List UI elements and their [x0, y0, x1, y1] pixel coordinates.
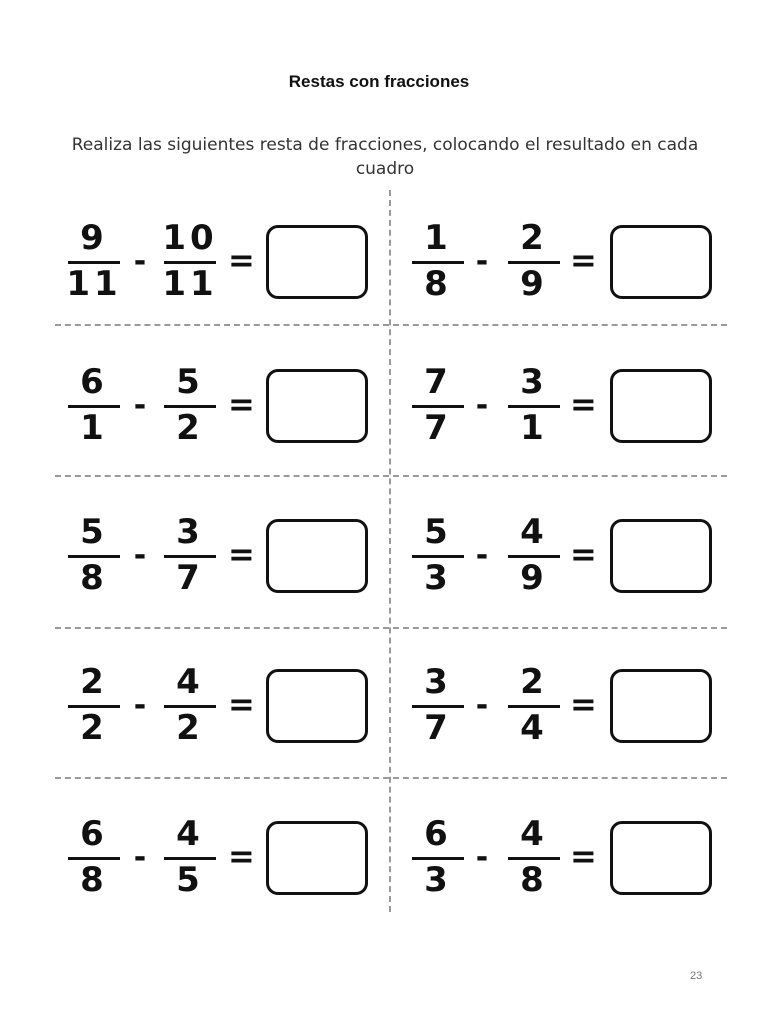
- answer-box[interactable]: [610, 821, 712, 895]
- fraction-numerator: 9: [80, 218, 108, 258]
- fraction-numerator: 3: [520, 362, 548, 402]
- equals-sign: =: [570, 837, 597, 875]
- fraction-numerator: 7: [424, 362, 452, 402]
- fraction-minuend: [410, 363, 466, 453]
- horizontal-dashed-divider: [55, 627, 727, 629]
- fraction-minuend: [66, 663, 122, 753]
- fraction-denominator: 5: [176, 860, 204, 900]
- minus-sign: -: [475, 244, 489, 279]
- fraction-subtrahend: [506, 363, 562, 453]
- fraction-numerator: 10: [162, 218, 218, 258]
- fraction-denominator: 8: [520, 860, 548, 900]
- answer-box[interactable]: [610, 225, 712, 299]
- answer-box[interactable]: [266, 519, 368, 593]
- fraction-denominator: 4: [520, 708, 548, 748]
- answer-box[interactable]: [610, 369, 712, 443]
- equals-sign: =: [228, 385, 255, 423]
- equals-sign: =: [570, 385, 597, 423]
- fraction-numerator: 3: [424, 662, 452, 702]
- fraction-denominator: 7: [424, 708, 452, 748]
- fraction-denominator: 8: [424, 264, 452, 304]
- fraction-numerator: 6: [80, 362, 108, 402]
- subtraction-problem: [410, 363, 730, 473]
- fraction-numerator: 4: [520, 814, 548, 854]
- subtraction-problem: [66, 815, 386, 925]
- minus-sign: -: [475, 538, 489, 573]
- fraction-numerator: 4: [520, 512, 548, 552]
- fraction-subtrahend: [506, 219, 562, 309]
- fraction-minuend: [410, 815, 466, 905]
- fraction-numerator: 4: [176, 814, 204, 854]
- minus-sign: -: [133, 244, 147, 279]
- subtraction-problem: [66, 363, 386, 473]
- fraction-denominator: 8: [80, 860, 108, 900]
- minus-sign: -: [133, 688, 147, 723]
- equals-sign: =: [570, 685, 597, 723]
- fraction-denominator: 9: [520, 264, 548, 304]
- fraction-numerator: 2: [520, 662, 548, 702]
- fraction-numerator: 1: [424, 218, 452, 258]
- fraction-minuend: [410, 513, 466, 603]
- vertical-dashed-divider: [389, 190, 391, 912]
- answer-box[interactable]: [266, 225, 368, 299]
- fraction-subtrahend: [162, 219, 218, 309]
- fraction-numerator: 5: [80, 512, 108, 552]
- subtraction-problem: [410, 219, 730, 329]
- minus-sign: -: [475, 388, 489, 423]
- fraction-numerator: 4: [176, 662, 204, 702]
- fraction-denominator: 3: [424, 860, 452, 900]
- fraction-numerator: 2: [520, 218, 548, 258]
- answer-box[interactable]: [266, 369, 368, 443]
- answer-box[interactable]: [610, 519, 712, 593]
- fraction-subtrahend: [506, 663, 562, 753]
- fraction-minuend: [410, 219, 466, 309]
- horizontal-dashed-divider: [55, 475, 727, 477]
- fraction-denominator: 3: [424, 558, 452, 598]
- fraction-denominator: 1: [80, 408, 108, 448]
- fraction-minuend: [66, 363, 122, 453]
- fraction-numerator: 5: [424, 512, 452, 552]
- fraction-numerator: 6: [80, 814, 108, 854]
- minus-sign: -: [133, 538, 147, 573]
- subtraction-problem: [410, 663, 730, 773]
- instructions-text: Realiza las siguientes resta de fracciones, colocando el resultado en cada cuadro: [71, 135, 699, 179]
- subtraction-problem: [66, 663, 386, 773]
- page-title: Restas con fracciones: [288, 72, 470, 91]
- page-number: 23: [690, 970, 703, 982]
- equals-sign: =: [228, 535, 255, 573]
- minus-sign: -: [133, 388, 147, 423]
- equals-sign: =: [228, 241, 255, 279]
- fraction-subtrahend: [162, 815, 218, 905]
- minus-sign: -: [475, 840, 489, 875]
- equals-sign: =: [570, 535, 597, 573]
- fraction-subtrahend: [506, 513, 562, 603]
- subtraction-problem: [66, 219, 386, 329]
- subtraction-problem: [410, 815, 730, 925]
- fraction-numerator: 3: [176, 512, 204, 552]
- fraction-denominator: 7: [424, 408, 452, 448]
- fraction-minuend: [410, 663, 466, 753]
- equals-sign: =: [228, 837, 255, 875]
- fraction-numerator: 5: [176, 362, 204, 402]
- fraction-denominator: 7: [176, 558, 204, 598]
- fraction-subtrahend: [162, 513, 218, 603]
- fraction-denominator: 11: [66, 264, 122, 304]
- minus-sign: -: [133, 840, 147, 875]
- fraction-denominator: 2: [176, 708, 204, 748]
- equals-sign: =: [228, 685, 255, 723]
- fraction-denominator: 8: [80, 558, 108, 598]
- fraction-denominator: 9: [520, 558, 548, 598]
- fraction-numerator: 6: [424, 814, 452, 854]
- fraction-denominator: 2: [80, 708, 108, 748]
- fraction-minuend: [66, 815, 122, 905]
- answer-box[interactable]: [610, 669, 712, 743]
- fraction-minuend: [66, 513, 122, 603]
- horizontal-dashed-divider: [55, 777, 727, 779]
- fraction-subtrahend: [506, 815, 562, 905]
- fraction-subtrahend: [162, 363, 218, 453]
- fraction-numerator: 2: [80, 662, 108, 702]
- answer-box[interactable]: [266, 821, 368, 895]
- subtraction-problem: [410, 513, 730, 623]
- fraction-denominator: 1: [520, 408, 548, 448]
- minus-sign: -: [475, 688, 489, 723]
- subtraction-problem: [66, 513, 386, 623]
- fraction-subtrahend: [162, 663, 218, 753]
- answer-box[interactable]: [266, 669, 368, 743]
- fraction-denominator: 11: [162, 264, 218, 304]
- fraction-denominator: 2: [176, 408, 204, 448]
- equals-sign: =: [570, 241, 597, 279]
- fraction-minuend: [66, 219, 122, 309]
